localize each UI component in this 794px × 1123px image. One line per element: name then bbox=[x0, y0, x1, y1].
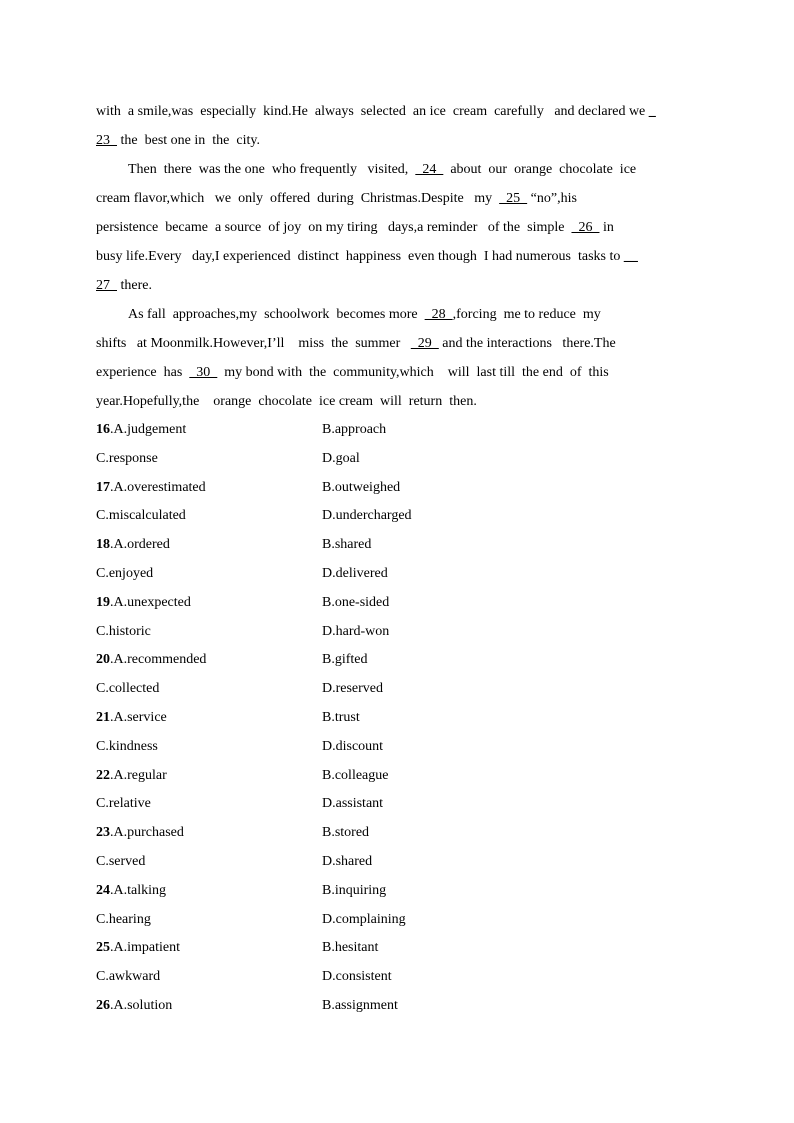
option-d: D.assistant bbox=[322, 796, 384, 812]
option-a-text: .A.regular bbox=[110, 767, 167, 783]
option-c: C.kindness bbox=[96, 738, 158, 754]
option-b: B.inquiring bbox=[322, 882, 387, 898]
document-page bbox=[96, 97, 706, 1021]
option-d: D.delivered bbox=[322, 565, 388, 581]
option-a bbox=[96, 474, 206, 503]
option-c: C.hearing bbox=[96, 911, 151, 927]
option-c: C.response bbox=[96, 450, 158, 466]
passage-text: As fall approaches,my schoolwork becomes more bbox=[128, 307, 425, 322]
option-b: B.outweighed bbox=[322, 479, 401, 495]
question-row bbox=[96, 819, 706, 848]
answer-blank: 30 bbox=[189, 365, 218, 380]
passage-text: cream flavor,which we only offered during Christmas.Despite my bbox=[96, 191, 500, 206]
option-b: B.one-sided bbox=[322, 594, 390, 610]
answer-blank: 27 bbox=[96, 278, 117, 293]
question-row bbox=[96, 733, 706, 762]
passage-line bbox=[96, 387, 706, 416]
question-row bbox=[96, 646, 706, 675]
question-number: 16 bbox=[96, 422, 110, 437]
option-a-text: .A.service bbox=[110, 709, 167, 725]
question-row bbox=[96, 762, 706, 791]
question-number: 19 bbox=[96, 594, 110, 610]
option-a-text: .A.talking bbox=[110, 882, 166, 898]
answer-blank: 24 bbox=[415, 162, 444, 177]
question-number: 20 bbox=[96, 652, 110, 668]
answer-blank: 29 bbox=[410, 336, 439, 351]
option-c: C.relative bbox=[96, 796, 151, 812]
passage-text: Then there was the one who frequently visited, bbox=[128, 162, 416, 177]
passage-text: ,forcing me to reduce my bbox=[452, 307, 601, 322]
question-row bbox=[96, 877, 706, 906]
passage-line bbox=[96, 97, 706, 126]
answer-blank: _ bbox=[648, 104, 656, 119]
option-d: D.complaining bbox=[322, 911, 406, 927]
question-row bbox=[96, 704, 706, 733]
passage-text: my bond with the community,which will last till the end of this bbox=[217, 365, 609, 380]
answer-blank: 28 bbox=[424, 307, 453, 322]
option-c: C.historic bbox=[96, 623, 151, 639]
option-d: D.consistent bbox=[322, 969, 392, 985]
option-a-text: .A.solution bbox=[110, 997, 173, 1013]
option-a-text: .A.impatient bbox=[110, 940, 180, 956]
option-a-text: .A.purchased bbox=[110, 825, 184, 841]
option-a bbox=[96, 877, 166, 906]
question-row bbox=[96, 589, 706, 618]
passage-line bbox=[96, 184, 706, 213]
option-a-text: .A.ordered bbox=[110, 537, 170, 553]
question-number: 25 bbox=[96, 940, 110, 956]
option-a bbox=[96, 589, 191, 618]
passage-text: there. bbox=[117, 278, 152, 293]
passage-line bbox=[96, 126, 706, 155]
question-row bbox=[96, 560, 706, 589]
option-c: C.enjoyed bbox=[96, 565, 154, 581]
question-row bbox=[96, 934, 706, 963]
passage-text: “no”,his bbox=[527, 191, 577, 206]
option-b: B.colleague bbox=[322, 767, 389, 783]
answer-blank: __ bbox=[623, 249, 638, 264]
question-number: 18 bbox=[96, 537, 110, 553]
option-b: B.approach bbox=[322, 422, 387, 437]
question-row bbox=[96, 992, 706, 1021]
question-number: 17 bbox=[96, 479, 110, 495]
passage-text: year.Hopefully,the orange chocolate ice cream will return then. bbox=[96, 394, 477, 409]
option-a bbox=[96, 646, 206, 675]
passage-line bbox=[96, 155, 706, 184]
option-a-text: .A.recommended bbox=[110, 652, 207, 668]
question-row bbox=[96, 445, 706, 474]
question-number: 24 bbox=[96, 882, 110, 898]
option-a bbox=[96, 762, 167, 791]
option-a-text: .A.judgement bbox=[110, 422, 187, 437]
question-number: 26 bbox=[96, 997, 110, 1013]
question-number: 23 bbox=[96, 825, 110, 841]
option-b: B.gifted bbox=[322, 652, 368, 668]
option-b: B.assignment bbox=[322, 997, 398, 1013]
question-row bbox=[96, 848, 706, 877]
option-c: C.served bbox=[96, 853, 146, 869]
option-b: B.hesitant bbox=[322, 940, 379, 956]
question-row bbox=[96, 416, 706, 445]
passage-text: the best one in the city. bbox=[117, 133, 260, 148]
option-d: D.undercharged bbox=[322, 508, 412, 524]
option-b: B.stored bbox=[322, 825, 370, 841]
question-row bbox=[96, 618, 706, 647]
answer-options bbox=[96, 416, 706, 1021]
option-a-text: .A.unexpected bbox=[110, 594, 191, 610]
passage-line bbox=[96, 242, 706, 271]
cloze-passage bbox=[96, 97, 706, 416]
question-row bbox=[96, 502, 706, 531]
passage-text: persistence became a source of joy on my tiring days,a reminder of the simple bbox=[96, 220, 572, 235]
passage-line bbox=[96, 271, 706, 300]
question-row bbox=[96, 963, 706, 992]
answer-blank: 23 bbox=[96, 133, 117, 148]
passage-line bbox=[96, 329, 706, 358]
option-d: D.shared bbox=[322, 853, 373, 869]
passage-line bbox=[96, 213, 706, 242]
passage-line bbox=[96, 358, 706, 387]
passage-text: busy life.Every day,I experienced distinct happiness even though I had numerous tasks to bbox=[96, 249, 624, 264]
option-b: B.trust bbox=[322, 709, 360, 725]
option-a-text: .A.overestimated bbox=[110, 479, 206, 495]
passage-text: and the interactions there.The bbox=[438, 336, 616, 351]
question-row bbox=[96, 675, 706, 704]
option-d: D.reserved bbox=[322, 681, 384, 697]
question-number: 21 bbox=[96, 709, 110, 725]
question-number: 22 bbox=[96, 767, 110, 783]
answer-blank: 26 bbox=[571, 220, 600, 235]
option-a bbox=[96, 531, 170, 560]
passage-text: with a smile,was especially kind.He always selected an ice cream carefully and declared we bbox=[96, 104, 649, 119]
passage-text: about our orange chocolate ice bbox=[443, 162, 637, 177]
question-row bbox=[96, 790, 706, 819]
question-row bbox=[96, 906, 706, 935]
option-a bbox=[96, 819, 184, 848]
passage-text: in bbox=[599, 220, 614, 235]
option-d: D.hard-won bbox=[322, 623, 390, 639]
option-a bbox=[96, 992, 172, 1021]
option-c: C.miscalculated bbox=[96, 508, 186, 524]
question-row bbox=[96, 531, 706, 560]
option-d: D.goal bbox=[322, 450, 360, 466]
passage-text: experience has bbox=[96, 365, 190, 380]
option-d: D.discount bbox=[322, 738, 384, 754]
answer-blank: 25 bbox=[499, 191, 528, 206]
option-b: B.shared bbox=[322, 537, 372, 553]
passage-line bbox=[96, 300, 706, 329]
option-c: C.awkward bbox=[96, 969, 161, 985]
option-a bbox=[96, 704, 167, 733]
option-c: C.collected bbox=[96, 681, 160, 697]
option-a bbox=[96, 934, 180, 963]
option-a bbox=[96, 416, 186, 445]
passage-text: shifts at Moonmilk.However,I’ll miss the summer bbox=[96, 336, 411, 351]
question-row bbox=[96, 474, 706, 503]
